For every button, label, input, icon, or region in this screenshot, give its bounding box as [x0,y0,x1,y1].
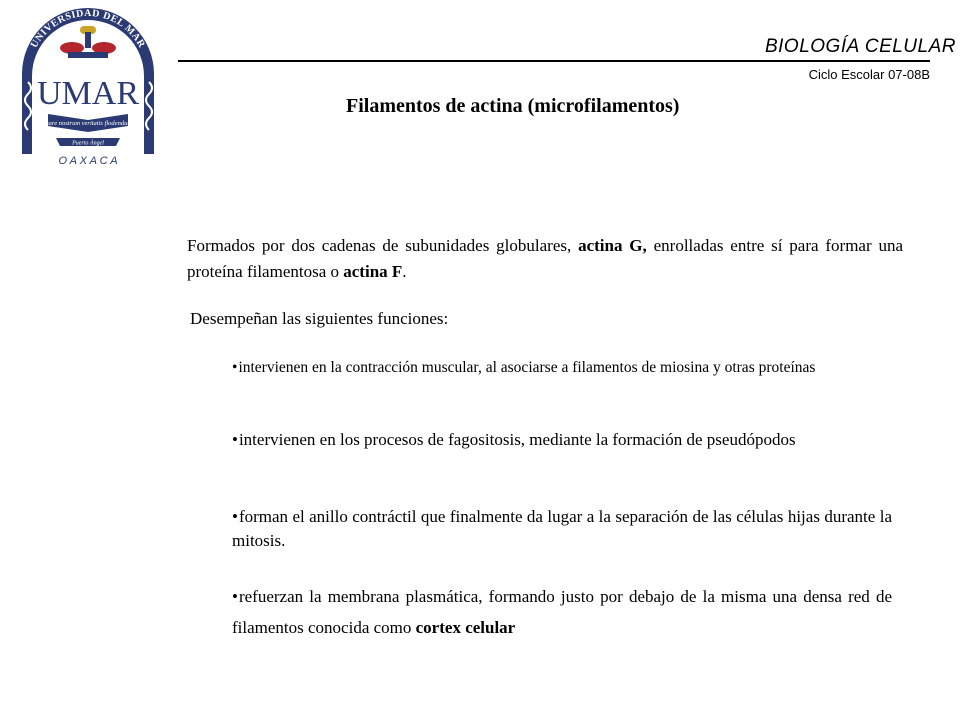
intro-text: Formados por dos cadenas de subunidades globulares, [187,236,579,255]
list-item-text: refuerzan la membrana plasmática, formando justo por debajo de la misma una densa red de filamentos conocida como [232,587,892,637]
course-title: BIOLOGÍA CELULAR [764,36,956,57]
intro-paragraph [187,233,903,285]
logo-arc-text: UNIVERSIDAD DEL MAR [28,7,148,50]
bullet-icon: • [232,507,238,526]
bullet-icon: • [232,430,238,449]
list-item-text: forman el anillo contráctil que finalmente da lugar a la separación de las células hijas durante la mitosis. [232,507,892,550]
university-logo [8,4,168,172]
logo-state: O A X A C A [58,155,118,167]
intro-text: enrolladas entre sí para formar una proteína filamentosa o [187,236,904,281]
intro-term-actina-g: actina G, [578,236,647,255]
list-item [232,505,892,553]
list-item [232,356,892,380]
intro-text: . [402,262,407,281]
list-item [232,581,892,643]
functions-heading: Desempeñan las siguientes funciones: [190,309,449,328]
bullet-icon: • [232,359,238,376]
list-item-term: cortex celular [415,618,516,637]
intro-term-actina-f: actina F [343,262,403,281]
logo-motto: mare nostrum veritatis flodendum [43,120,133,127]
list-item-text: intervienen en la contracción muscular, al asociarse a filamentos de miosina y otras proteínas [238,359,816,376]
list-item [232,428,892,452]
header-rule [178,60,930,62]
logo-letters: UMAR [36,75,140,112]
bullet-icon: • [232,587,238,606]
school-term: Ciclo Escolar 07-08B [808,67,930,82]
university-seal-icon [8,4,168,172]
page-title: Filamentos de actina (microfilamentos) [346,95,680,117]
list-item-text: intervienen en los procesos de fagositosis, mediante la formación de pseudópodos [238,430,796,449]
logo-place: Puerto Ángel [72,140,104,147]
